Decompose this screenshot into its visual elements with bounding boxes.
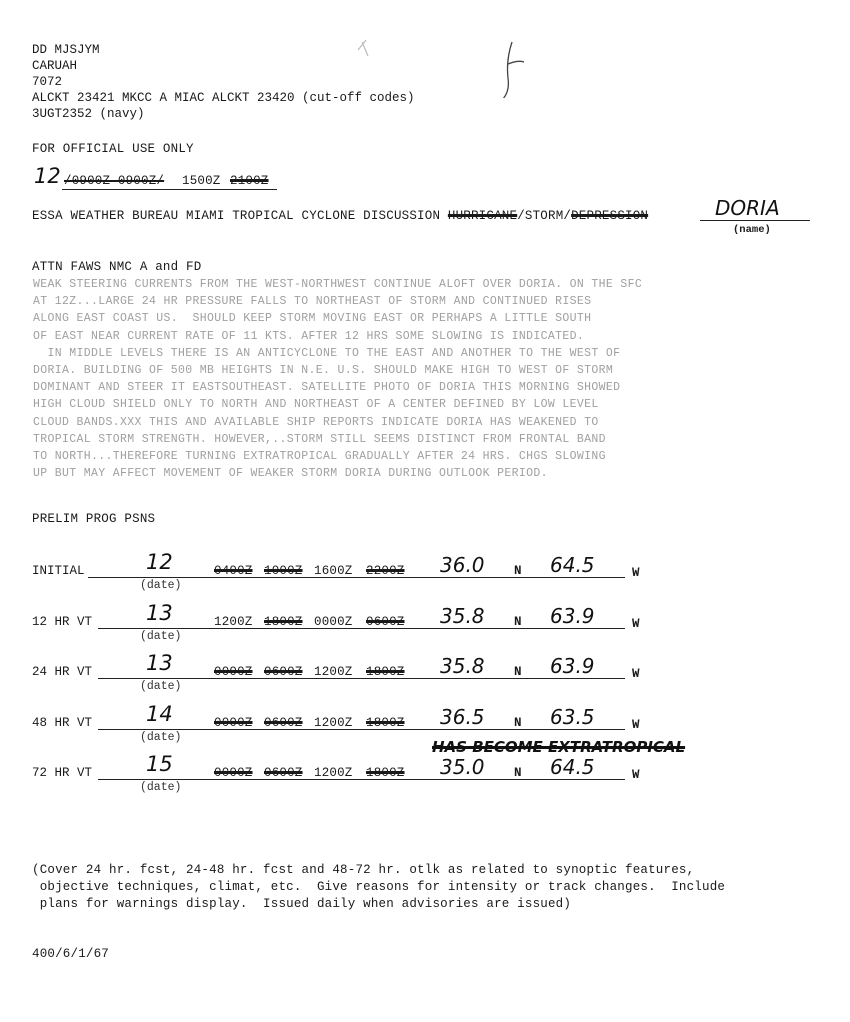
footer-line: objective techniques, climat, etc. Give reasons for intensity or track changes. Include <box>32 880 726 894</box>
discussion-line: AT 12Z...LARGE 24 HR PRESSURE FALLS TO NORTHEAST OF STORM AND CONTINUED RISES <box>33 295 592 309</box>
row-label: 48 HR VT <box>32 715 93 730</box>
north-label: N <box>514 766 522 780</box>
row-label: 12 HR VT <box>32 614 93 629</box>
struck-time-slot: 0600Z <box>366 614 405 629</box>
row-label: INITIAL <box>32 564 85 578</box>
official-use-label: FOR OFFICIAL USE ONLY <box>32 142 194 156</box>
north-label: N <box>514 715 522 730</box>
prelim-heading: PRELIM PROG PSNS <box>32 512 156 526</box>
date-caption: (date) <box>140 730 182 744</box>
struck-time-slot: 0600Z <box>264 766 303 780</box>
west-label: W <box>632 768 640 782</box>
handwritten-date: 15 <box>146 752 173 776</box>
discussion-line: ALONG EAST COAST US. SHOULD KEEP STORM MOVING EAST OR PERHAPS A LITTLE SOUTH <box>33 312 592 326</box>
position-row <box>0 651 850 709</box>
struck-time-slot: 0400Z <box>214 564 253 578</box>
struck-time-tail: 2100Z <box>230 174 269 188</box>
row-label: 72 HR VT <box>32 766 93 780</box>
header-line: ALCKT 23421 MKCC A MIAC ALCKT 23420 (cut-off codes) <box>32 91 415 105</box>
west-label: W <box>632 667 640 681</box>
west-label: W <box>632 616 640 631</box>
longitude-value: 63.5 <box>550 704 595 729</box>
header-line: CARUAH <box>32 59 78 73</box>
handwritten-date: 12 <box>146 550 173 574</box>
discussion-line: IN MIDDLE LEVELS THERE IS AN ANTICYCLONE TO THE EAST AND ANOTHER TO THE WEST OF <box>33 346 621 360</box>
discussion-line: TO NORTH...THEREFORE TURNING EXTRATROPICAL GRADUALLY AFTER 24 HRS. CHGS SLOWING <box>33 450 606 464</box>
date-caption: (date) <box>140 680 182 693</box>
discussion-line: HIGH CLOUD SHIELD ONLY TO NORTH AND NORTHEAST OF A CENTER DEFINED BY LOW LEVEL <box>33 398 599 412</box>
handwritten-date: 13 <box>146 600 173 625</box>
struck-time-slot: 0600Z <box>264 665 303 679</box>
discussion-line: OF EAST NEAR CURRENT RATE OF 11 KTS. AFTER 12 HRS SOME SLOWING IS INDICATED. <box>33 329 585 343</box>
date-caption: (date) <box>140 579 182 592</box>
struck-time-slot: 0000Z <box>214 715 253 730</box>
time-slot: 1200Z <box>314 665 353 679</box>
discussion-line: WEAK STEERING CURRENTS FROM THE WEST-NORTHWEST CONTINUE ALOFT OVER DORIA. ON THE SFC <box>33 278 643 291</box>
extratropical-note: HAS BECOME EXTRATROPICAL <box>432 738 686 756</box>
time-slot: 1200Z <box>314 715 353 730</box>
struck-time-slot: 0000Z <box>214 665 253 679</box>
struck-hurricane: HURRICANE <box>447 209 518 223</box>
row-label: 24 HR VT <box>32 665 93 679</box>
header-line: DD MJSJYM <box>32 43 100 57</box>
time-slot: 1200Z <box>214 614 253 629</box>
longitude-value: 63.9 <box>550 603 595 628</box>
discussion-line: DOMINANT AND STEER IT EASTSOUTHEAST. SATELLITE PHOTO OF DORIA THIS MORNING SHOWED <box>33 381 621 395</box>
latitude-value: 35.0 <box>440 755 485 779</box>
form-id: 400/6/1/67 <box>32 947 110 961</box>
struck-time-slot: 0600Z <box>264 715 303 730</box>
position-row <box>0 738 850 810</box>
struck-time-slot: 1800Z <box>366 766 405 780</box>
struck-time-slot: 1800Z <box>366 715 405 730</box>
position-row <box>0 701 850 760</box>
position-row <box>0 550 850 608</box>
west-label: W <box>632 717 640 732</box>
footer-line: plans for warnings display. Issued daily when advisories are issued) <box>32 897 572 911</box>
attn-line: ATTN FAWS NMC A and FD <box>32 260 202 274</box>
latitude-value: 35.8 <box>440 603 485 628</box>
storm-word: /STORM/ <box>517 209 572 223</box>
time-slot: 1200Z <box>314 766 353 780</box>
struck-time-slot: 1800Z <box>264 614 303 629</box>
discussion-line: CLOUD BANDS.XXX THIS AND AVAILABLE SHIP REPORTS INDICATE DORIA HAS WEAKENED TO <box>33 415 599 429</box>
struck-time-slot: 2200Z <box>366 564 405 578</box>
latitude-value: 36.0 <box>440 553 485 577</box>
time-slot: 1600Z <box>314 564 353 578</box>
latitude-value: 35.8 <box>440 654 485 678</box>
header-line: 7072 <box>32 75 63 89</box>
longitude-value: 64.5 <box>550 553 595 577</box>
north-label: N <box>514 665 522 679</box>
footer-note <box>32 862 725 913</box>
title-text: ESSA WEATHER BUREAU MIAMI TROPICAL CYCLONE DISCUSSION <box>32 209 441 223</box>
north-label: N <box>514 564 522 578</box>
struck-time-slot: 0000Z <box>214 766 253 780</box>
north-label: N <box>514 614 522 629</box>
handwritten-date: 12 <box>34 164 61 188</box>
kept-time: 1500Z <box>182 174 221 188</box>
discussion-line: TROPICAL STORM STRENGTH. HOWEVER,..STORM STILL SEEMS DISTINCT FROM FRONTAL BAND <box>33 432 606 446</box>
time-slot: 0000Z <box>314 614 353 629</box>
name-caption: (name) <box>733 224 771 236</box>
header-line: 3UGT2352 (navy) <box>32 107 145 121</box>
position-row <box>0 600 850 659</box>
handwritten-date: 14 <box>146 701 173 726</box>
west-label: W <box>632 566 640 580</box>
date-caption: (date) <box>140 629 182 643</box>
handwritten-date: 13 <box>146 651 173 675</box>
struck-time-slot: 1800Z <box>366 665 405 679</box>
struck-depression: DEPRESSION <box>571 209 649 223</box>
longitude-value: 63.9 <box>550 654 595 678</box>
discussion-line: DORIA. BUILDING OF 500 MB HEIGHTS IN N.E. U.S. SHOULD MAKE HIGH TO WEST OF STORM <box>33 364 614 378</box>
storm-name: DORIA <box>715 196 780 220</box>
discussion-line: UP BUT MAY AFFECT MOVEMENT OF WEAKER STORM DORIA DURING OUTLOOK PERIOD. <box>33 467 548 481</box>
footer-line: (Cover 24 hr. fcst, 24-48 hr. fcst and 48-72 hr. otlk as related to synoptic features, <box>32 863 695 877</box>
struck-times: /0900Z 0900Z/ <box>64 174 165 188</box>
longitude-value: 64.5 <box>550 755 595 779</box>
date-caption: (date) <box>140 781 182 794</box>
latitude-value: 36.5 <box>440 704 485 729</box>
struck-time-slot: 1000Z <box>264 564 303 578</box>
